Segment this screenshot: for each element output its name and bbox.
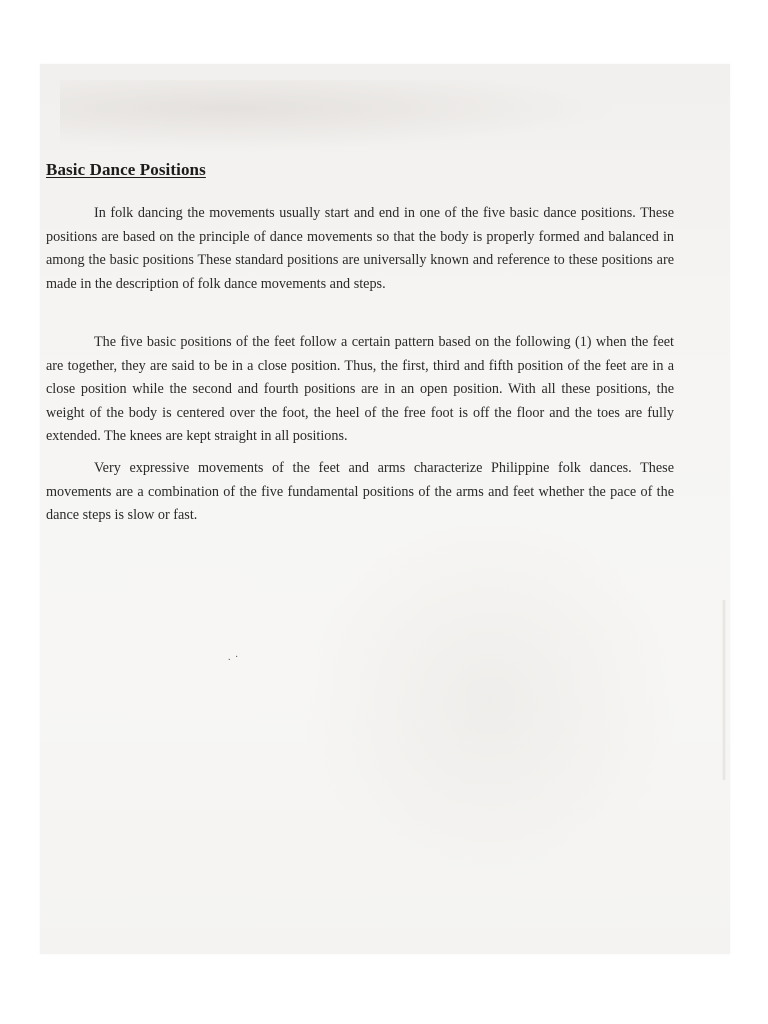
paragraph-intro: In folk dancing the movements usually start and end in one of the five basic dance positions. These positions are based on the principle of dance movements so that the body is properly formed and balanced in among the basic positions These standard positions are universally known and reference to these positions are made in the description of folk dance movements and steps. xyxy=(46,205,674,292)
stray-mark: . · xyxy=(228,652,240,663)
paragraph-philippine-folk-dances: Very expressive movements of the feet and arms characterize Philippine folk dances. These movements are a combination of the five fundamental positions of the arms and feet whether the pace of the dance steps is slow or fast. xyxy=(46,460,674,523)
document-title: Basic Dance Positions xyxy=(46,160,206,179)
paragraph-feet-positions: The five basic positions of the feet follow a certain pattern based on the following (1) when the feet are together, they are said to be in a close position. Thus, the first, third and fifth position of the feet are in a close position while the second and fourth positions are in an open position. With all these positions, the weight of the body is centered over the foot, the heel of the free foot is off the floor and the toes are fully extended. The knees are kept straight in all positions. xyxy=(46,334,674,444)
page-edge-shadow xyxy=(722,600,726,780)
